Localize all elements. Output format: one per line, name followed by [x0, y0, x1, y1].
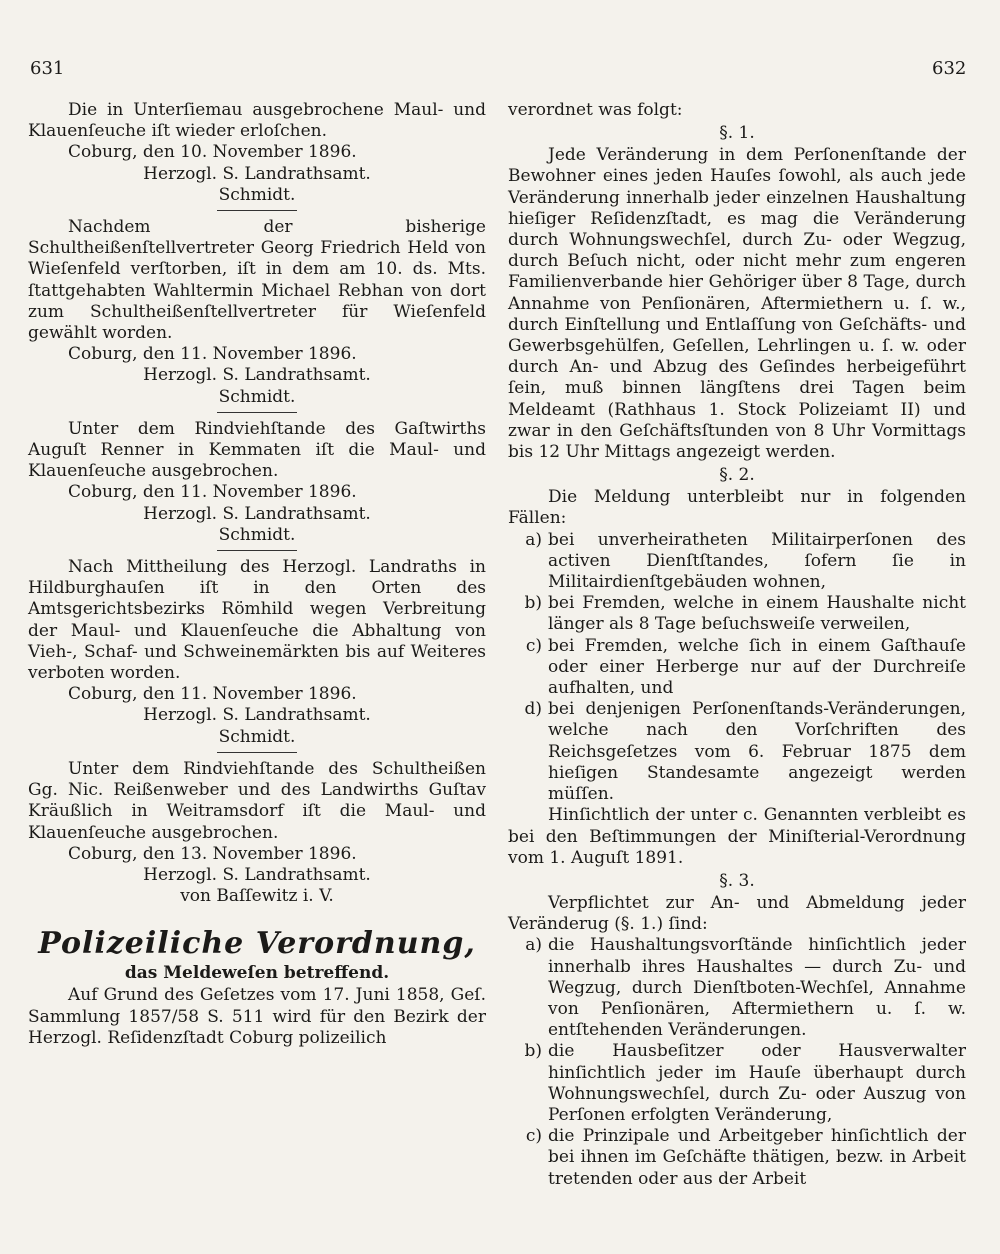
notice-office: Herzogl. S. Landrathsamt.: [143, 705, 371, 726]
notice-5: [28, 759, 486, 907]
section-2-closing: Hinſichtlich der unter c. Genannten verbleibt es bei den Beſtimmungen der Miniſterial-Verordnung vom 1. Auguſt 1891.: [508, 805, 966, 868]
section-3-list: [508, 935, 966, 1189]
list-item-text: bei unverheiratheten Militairperſonen des activen Dienſtſtandes, ſofern ſie in Militairdienſtgebäuden wohnen,: [548, 529, 966, 593]
page-number-left: 631: [30, 58, 65, 79]
continuation-text: verordnet was folgt:: [508, 100, 683, 120]
notice-2: [28, 217, 486, 408]
section-3-text: Verpflichtet zur An- und Abmeldung jeder Veränderug (§. 1.) ſind:: [508, 892, 966, 935]
notice-place-date: Coburg, den 11. November 1896.: [68, 684, 357, 705]
section-3-heading: §. 3.: [719, 870, 755, 891]
list-item-label: c): [525, 635, 542, 656]
list-item: [508, 593, 966, 635]
section-2-heading: §. 2.: [719, 465, 755, 486]
notice-text: Nachdem der bisherige Schultheißenſtellvertreter Georg Friedrich Held von Wieſenfeld verſtorben, iſt in dem am 10. ds. Mts. ſtattgehabten Wahltermin Michael Rebhan von dort zum Schultheißenſtellvertreter für Wieſenfeld gewählt worden.: [28, 217, 486, 344]
list-item-label: a): [525, 935, 542, 956]
list-item-text: bei Fremden, welche ſich in einem Gaſthauſe oder einer Herberge nur auf der Durchreiſe aufhalten, und: [548, 635, 966, 699]
notice-3: [28, 419, 486, 546]
divider: [217, 752, 297, 753]
list-item-label: a): [525, 529, 542, 550]
list-item-label: b): [524, 593, 542, 614]
list-item: [508, 1041, 966, 1126]
divider: [217, 550, 297, 551]
notice-place-date: Coburg, den 11. November 1896.: [68, 344, 357, 365]
section-1-text: Jede Veränderung in dem Perſonenſtande der Bewohner eines jeden Hauſes ſowohl, als auch jede Veränderung innerhalb jeder einzelnen Haushaltung hieſiger Reſidenzſtadt, es mag die Veränderung durch Wohnungswechſel, durch Zu- oder Wegzug, durch Beſuch nicht, oder nicht mehr zum engeren Familienverbande hier Gehöriger über 8 Tage, durch Annahme von Penſionären, Aftermiethern u. ſ. w., durch Einſtellung und Entlaſſung von Geſchäfts- und Gewerbsgehülfen, Geſellen, Lehrlingen u. ſ. w. oder durch An- und Abzug des Geſindes herbeigeführt ſein, muß binnen längſtens drei Tagen beim Meldeamt (Rathhaus 1. Stock Polizeiamt II) und zwar in den Geſchäftsſtunden von 8 Uhr Vormittags bis 12 Uhr Mittags angezeigt werden.: [508, 145, 966, 463]
notice-place-date: Coburg, den 10. November 1896.: [68, 142, 357, 163]
list-item: [508, 935, 966, 1041]
section-2-list: [508, 530, 966, 806]
left-column: [28, 100, 486, 1049]
notice-office: Herzogl. S. Landrathsamt.: [143, 503, 371, 524]
notice-text: Die in Unterſiemau ausgebrochene Maul- und Klauenſeuche iſt wieder erloſchen.: [28, 100, 486, 142]
list-item-text: bei denjenigen Perſonenſtands-Veränderungen, welche nach den Vorſchriften des Reichsgeſetzes vom 6. Februar 1875 dem hieſigen Standesamte angezeigt werden müſſen.: [548, 699, 966, 805]
notice-text: Unter dem Rindviehſtande des Gaſtwirths Auguſt Renner in Kemmaten iſt die Maul- und Klauenſeuche ausgebrochen.: [28, 418, 486, 482]
notice-office: Herzogl. S. Landrathsamt.: [143, 365, 371, 386]
list-item-text: die Hausbeſitzer oder Hausverwalter hinſichtlich jeder im Hauſe überhaupt durch Wohnungswechſel, durch Zu- oder Auszug von Perſonen erfolgten Veränderung,: [548, 1041, 966, 1125]
list-item-text: die Haushaltungsvorſtände hinſichtlich jeder innerhalb ihres Haushaltes — durch Zu- und Wegzug, durch Dienſtboten-Wechſel, Annahme von Penſionären, Aftermiethern u. ſ. w. entſtehenden Veränderungen.: [548, 935, 966, 1041]
list-item: [508, 699, 966, 805]
notice-text: Nach Mittheilung des Herzogl. Landraths in Hildburghauſen iſt in den Orten des Amtsgerichtsbezirks Römhild wegen Verbreitung der Maul- und Klauenſeuche die Abhaltung von Vieh-, Schaf- und Schweinemärkten bis auf Weiteres verboten worden.: [28, 557, 486, 684]
divider: [217, 210, 297, 211]
list-item-label: b): [524, 1041, 542, 1062]
section-1-heading: §. 1.: [719, 123, 755, 144]
list-item-label: c): [525, 1126, 542, 1147]
list-item-text: die Prinzipale und Arbeitgeber hinſichtlich der bei ihnen im Geſchäfte thätigen, bezw. in Arbeit tretenden oder aus der Arbeit: [548, 1126, 966, 1189]
list-item-text: bei Fremden, welche in einem Haushalte nicht länger als 8 Tage beſuchsweiſe verweilen,: [548, 593, 966, 635]
notice-signature: Schmidt.: [218, 524, 296, 545]
notice-signature: Schmidt.: [218, 184, 296, 205]
ordinance-intro: Auf Grund des Geſetzes vom 17. Juni 1858, Geſ. Sammlung 1857/58 S. 511 wird für den Bezirk der Herzogl. Reſidenzſtadt Coburg polizeilich: [28, 985, 486, 1048]
ordinance-heading: Polizeiliche Verordnung,: [38, 926, 476, 962]
notice-place-date: Coburg, den 13. November 1896.: [68, 843, 357, 864]
notice-text: Unter dem Rindviehſtande des Schultheißen Gg. Nic. Reißenweber und des Landwirths Guſtav Kräußlich in Weitramsdorf iſt die Maul- und Klauenſeuche ausgebrochen.: [28, 758, 486, 843]
right-column: [508, 100, 966, 1190]
notice-signature: von Baſſewitz i. V.: [180, 886, 334, 907]
divider: [217, 412, 297, 413]
list-item-label: d): [524, 699, 542, 720]
notice-signature: Schmidt.: [218, 386, 296, 407]
notice-office: Herzogl. S. Landrathsamt.: [143, 864, 371, 885]
section-2-text: Die Meldung unterbleibt nur in folgenden Fällen:: [508, 487, 966, 529]
ordinance-subheading: das Meldeweſen betreffend.: [124, 963, 390, 984]
list-item: [508, 636, 966, 700]
list-item: [508, 1126, 966, 1190]
notice-signature: Schmidt.: [218, 726, 296, 747]
notice-office: Herzogl. S. Landrathsamt.: [143, 163, 371, 184]
notice-4: [28, 557, 486, 748]
notice-place-date: Coburg, den 11. November 1896.: [68, 482, 357, 503]
page-number-right: 632: [932, 58, 967, 79]
list-item: [508, 530, 966, 594]
notice-1: [28, 100, 486, 206]
